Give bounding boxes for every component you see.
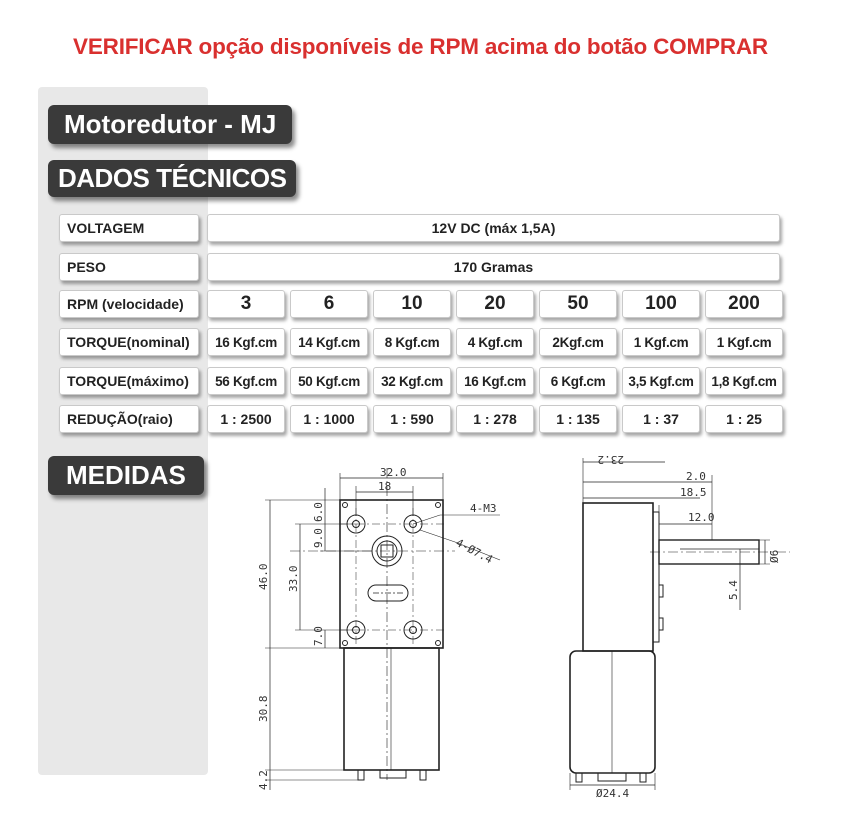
dim-width: 32.0 xyxy=(380,466,407,479)
dim-motor-dia: Ø24.4 xyxy=(596,787,630,800)
measures-section-title: MEDIDAS xyxy=(48,456,204,495)
torque-max-value: 3,5 Kgf.cm xyxy=(622,367,700,395)
reduction-value: 1 : 25 xyxy=(705,405,783,433)
weight-label: PESO xyxy=(59,253,199,281)
torque-max-label: TORQUE(máximo) xyxy=(59,367,199,395)
rpm-option: 200 xyxy=(705,290,783,318)
dim-shaft-pos: 18.5 xyxy=(680,486,707,499)
rpm-option: 6 xyxy=(290,290,368,318)
torque-nominal-value: 8 Kgf.cm xyxy=(373,328,451,356)
dim-depth: 23.2 xyxy=(597,453,624,466)
specs-section-title: DADOS TÉCNICOS xyxy=(48,160,296,197)
rpm-option: 50 xyxy=(539,290,617,318)
dim-hole-dia: 4-Ø7.4 xyxy=(453,536,495,567)
torque-max-value: 56 Kgf.cm xyxy=(207,367,285,395)
side-view xyxy=(570,458,790,790)
dim-shaft-dia: Ø6 xyxy=(768,549,781,563)
dim-hole-pitch: 33.0 xyxy=(287,565,300,592)
rpm-label: RPM (velocidade) xyxy=(59,290,199,318)
reduction-value: 1 : 590 xyxy=(373,405,451,433)
torque-nominal-value: 2Kgf.cm xyxy=(539,328,617,356)
torque-nominal-label: TORQUE(nominal) xyxy=(59,328,199,356)
torque-max-value: 50 Kgf.cm xyxy=(290,367,368,395)
voltage-label: VOLTAGEM xyxy=(59,214,199,242)
dim-bottom-offset: 7.0 xyxy=(312,626,325,646)
torque-nominal-value: 16 Kgf.cm xyxy=(207,328,285,356)
dim-box-height: 46.0 xyxy=(257,563,270,590)
dim-terminal: 4.2 xyxy=(257,770,270,790)
rpm-option: 100 xyxy=(622,290,700,318)
dim-shaft-length: 12.0 xyxy=(688,511,715,524)
product-title: Motoredutor - MJ xyxy=(48,105,292,144)
torque-max-value: 32 Kgf.cm xyxy=(373,367,451,395)
availability-banner: VERIFICAR opção disponíveis de RPM acima do botão COMPRAR xyxy=(73,34,768,59)
rpm-option: 20 xyxy=(456,290,534,318)
dim-shaft-offset: 9.0 xyxy=(312,528,325,548)
torque-nominal-value: 4 Kgf.cm xyxy=(456,328,534,356)
weight-value: 170 Gramas xyxy=(207,253,780,281)
dim-motor-length: 30.8 xyxy=(257,695,270,722)
torque-nominal-value: 14 Kgf.cm xyxy=(290,328,368,356)
reduction-value: 1 : 278 xyxy=(456,405,534,433)
voltage-value: 12V DC (máx 1,5A) xyxy=(207,214,780,242)
dim-screw: 4-M3 xyxy=(470,502,497,515)
dim-top-offset: 6.0 xyxy=(312,502,325,522)
front-dimensions xyxy=(257,466,497,790)
dim-flat: 5.4 xyxy=(727,580,740,600)
torque-max-value: 16 Kgf.cm xyxy=(456,367,534,395)
torque-nominal-value: 1 Kgf.cm xyxy=(705,328,783,356)
rpm-option: 10 xyxy=(373,290,451,318)
front-view xyxy=(265,468,500,790)
rpm-option: 3 xyxy=(207,290,285,318)
dim-hole-span: 18 xyxy=(378,480,392,493)
side-dimensions xyxy=(596,453,781,800)
reduction-value: 1 : 37 xyxy=(622,405,700,433)
torque-nominal-value: 1 Kgf.cm xyxy=(622,328,700,356)
torque-max-value: 6 Kgf.cm xyxy=(539,367,617,395)
reduction-value: 1 : 1000 xyxy=(290,405,368,433)
torque-max-value: 1,8 Kgf.cm xyxy=(705,367,783,395)
reduction-label: REDUÇÃO(raio) xyxy=(59,405,199,433)
dim-flange: 2.0 xyxy=(686,470,706,483)
reduction-value: 1 : 2500 xyxy=(207,405,285,433)
reduction-value: 1 : 135 xyxy=(539,405,617,433)
